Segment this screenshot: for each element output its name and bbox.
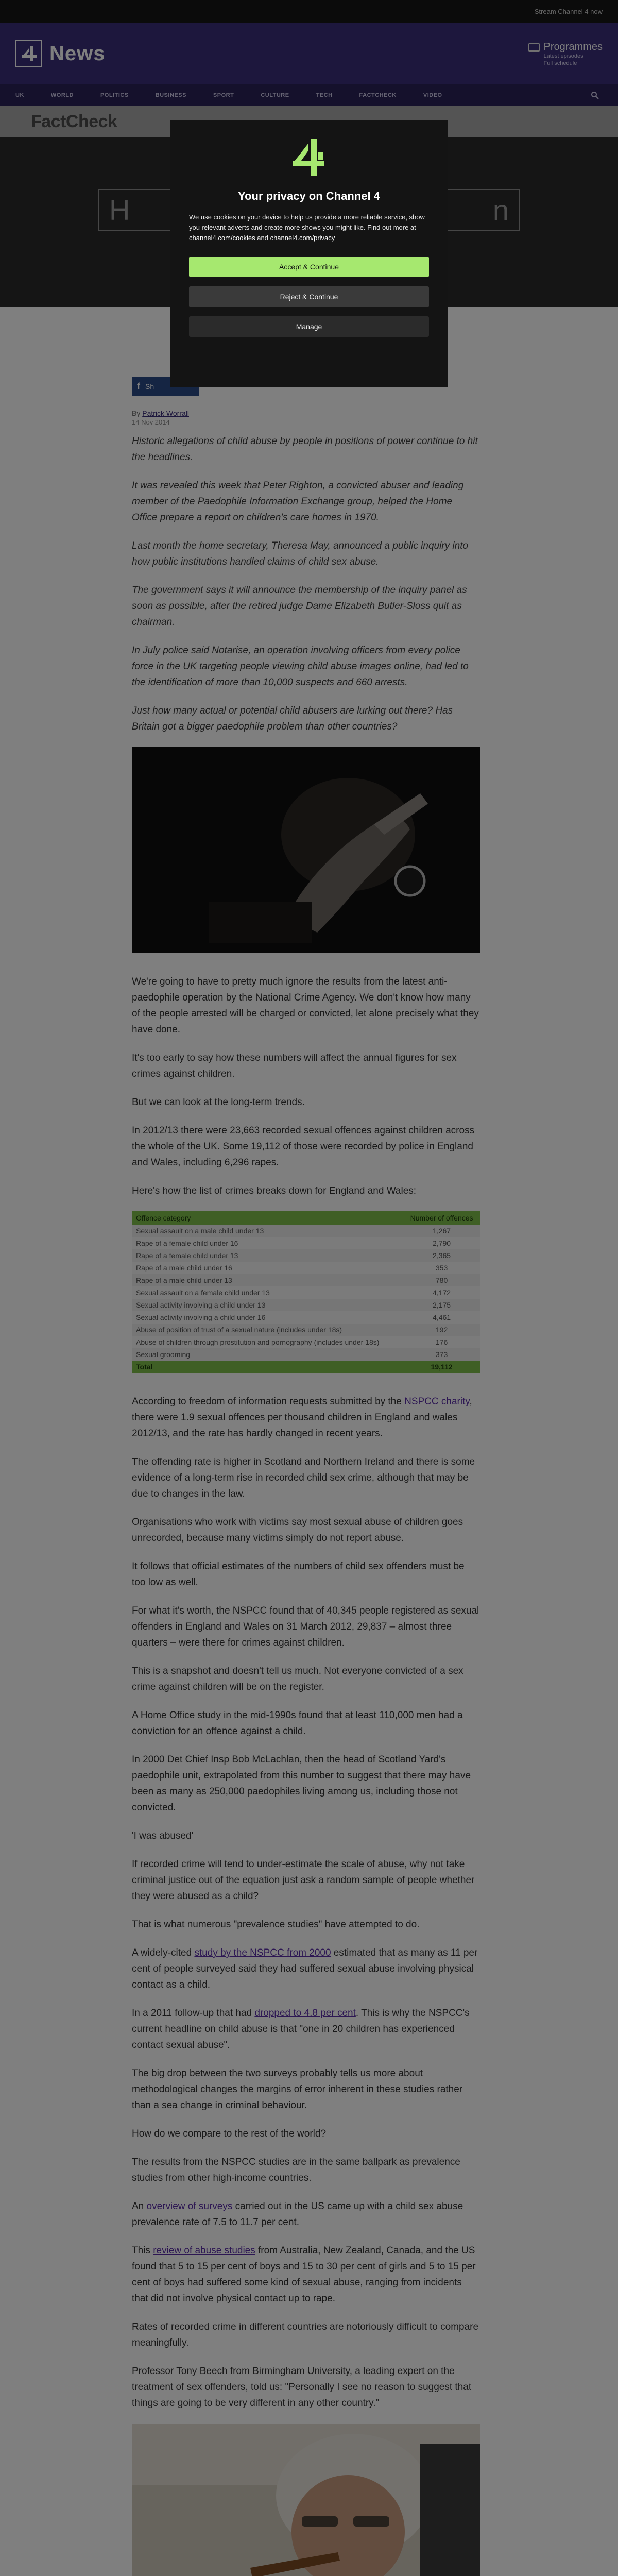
cookies-link[interactable]: channel4.com/cookies: [189, 234, 255, 242]
manage-button[interactable]: Manage: [189, 316, 429, 337]
privacy-modal: [170, 120, 448, 387]
privacy-text-run: and: [255, 234, 270, 242]
privacy-text: [189, 212, 429, 243]
accept-continue-button[interactable]: Accept & Continue: [189, 257, 429, 277]
privacy-text-run: We use cookies on your device to help us provide a more reliable service, show you relevant adverts and create more shows you might like. Find out more at: [189, 213, 425, 231]
privacy-link[interactable]: channel4.com/privacy: [270, 234, 335, 242]
reject-continue-button[interactable]: Reject & Continue: [189, 286, 429, 307]
privacy-title: Your privacy on Channel 4: [238, 190, 380, 202]
channel4-logo-icon: [189, 137, 429, 178]
